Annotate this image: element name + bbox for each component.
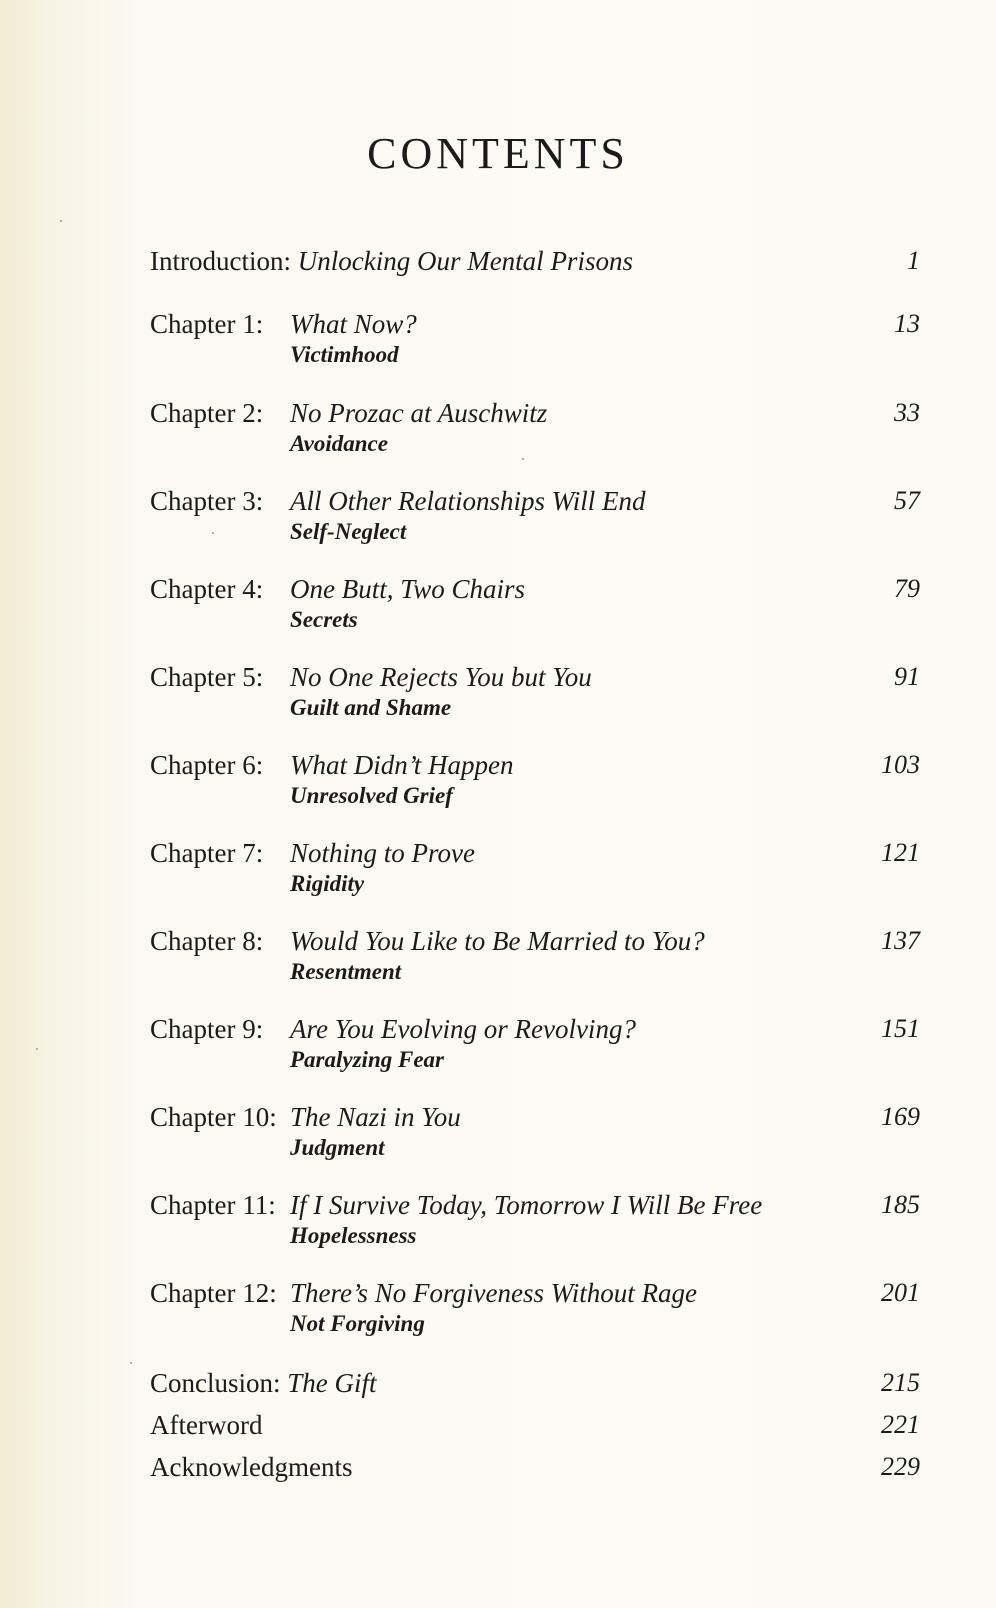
- chapter-theme: Judgment: [290, 1135, 385, 1160]
- chapter-theme: Resentment: [290, 959, 402, 984]
- chapter-theme: Not Forgiving: [290, 1311, 425, 1336]
- page-number: 169: [881, 1102, 920, 1131]
- page-number: 137: [881, 926, 920, 955]
- toc-entry-afterword[interactable]: [150, 1410, 920, 1446]
- chapter-theme: Rigidity: [290, 871, 365, 896]
- chapter-title: There’s No Forgiveness Without Rage: [290, 1278, 697, 1308]
- chapter-title: The Nazi in You: [290, 1102, 461, 1132]
- toc-entry-conclusion[interactable]: [150, 1368, 920, 1404]
- page-number: 229: [881, 1452, 920, 1481]
- chapter-title: If I Survive Today, Tomorrow I Will Be Free: [290, 1190, 763, 1220]
- chapter-label: Chapter 2:: [150, 398, 264, 428]
- paper-speck: [522, 458, 524, 460]
- toc-entry-chapter-5[interactable]: [150, 662, 920, 742]
- toc-entry-chapter-10[interactable]: [150, 1102, 920, 1182]
- chapter-label: Chapter 7:: [150, 838, 264, 868]
- chapter-label: Chapter 11:: [150, 1190, 276, 1220]
- chapter-title: Are You Evolving or Revolving?: [290, 1014, 636, 1044]
- chapter-title: Nothing to Prove: [290, 838, 475, 868]
- page-number: 1: [907, 246, 920, 275]
- chapter-title: No One Rejects You but You: [290, 662, 592, 692]
- page-number: 121: [881, 838, 920, 867]
- page-number: 33: [894, 398, 920, 427]
- introduction-title: Unlocking Our Mental Prisons: [297, 246, 633, 276]
- introduction-label: Introduction:: [150, 246, 291, 276]
- chapter-label: Chapter 6:: [150, 750, 264, 780]
- page-number: 103: [881, 750, 920, 779]
- chapter-label: Chapter 10:: [150, 1102, 277, 1132]
- toc-entry-chapter-11[interactable]: [150, 1190, 920, 1270]
- toc-label: [150, 246, 633, 277]
- paper-speck: [36, 1048, 38, 1050]
- chapter-label: Chapter 9:: [150, 1014, 264, 1044]
- chapter-theme: Victimhood: [290, 342, 399, 367]
- chapter-title: What Didn’t Happen: [290, 750, 514, 780]
- acknowledgments-label: Acknowledgments: [150, 1452, 353, 1482]
- page-title: CONTENTS: [367, 129, 629, 178]
- chapter-label: Chapter 5:: [150, 662, 264, 692]
- chapter-theme: Paralyzing Fear: [290, 1047, 444, 1072]
- page-number: 215: [881, 1368, 920, 1397]
- chapter-label: Chapter 1:: [150, 309, 264, 339]
- page-number: 79: [894, 574, 920, 603]
- page-number: 201: [881, 1278, 920, 1307]
- chapter-title: No Prozac at Auschwitz: [290, 398, 548, 428]
- chapter-theme: Self-Neglect: [290, 519, 407, 544]
- chapter-label: Chapter 8:: [150, 926, 264, 956]
- toc-entry-chapter-6[interactable]: [150, 750, 920, 830]
- toc-entry-chapter-1[interactable]: [150, 309, 920, 389]
- chapter-label: Chapter 3:: [150, 486, 264, 516]
- toc-entry-chapter-4[interactable]: [150, 574, 920, 654]
- toc-entry-chapter-8[interactable]: [150, 926, 920, 1006]
- chapter-title: Would You Like to Be Married to You?: [290, 926, 705, 956]
- paper-speck: [60, 220, 62, 222]
- chapter-title: All Other Relationships Will End: [290, 486, 646, 516]
- toc-entry-chapter-3[interactable]: [150, 486, 920, 566]
- toc-entry-chapter-7[interactable]: [150, 838, 920, 918]
- page-number: 91: [894, 662, 920, 691]
- chapter-theme: Hopelessness: [290, 1223, 417, 1248]
- chapter-label: Chapter 4:: [150, 574, 264, 604]
- chapter-theme: Guilt and Shame: [290, 695, 452, 720]
- page-number: 151: [881, 1014, 920, 1043]
- chapter-title: One Butt, Two Chairs: [290, 574, 526, 604]
- toc-label: [150, 1368, 377, 1399]
- conclusion-label: Conclusion:: [150, 1368, 281, 1398]
- toc-entry-chapter-9[interactable]: [150, 1014, 920, 1094]
- toc-entry-chapter-2[interactable]: [150, 398, 920, 478]
- paper-speck: [130, 1362, 132, 1364]
- chapter-theme: Avoidance: [290, 431, 388, 456]
- paper-speck: [212, 532, 214, 534]
- page-number: 185: [881, 1190, 920, 1219]
- chapter-theme: Secrets: [290, 607, 358, 632]
- chapter-theme: Unresolved Grief: [290, 783, 453, 808]
- page-number: 57: [894, 486, 920, 515]
- toc-entry-acknowledgments[interactable]: [150, 1452, 920, 1488]
- afterword-label: Afterword: [150, 1410, 263, 1440]
- toc-entry-chapter-12[interactable]: [150, 1278, 920, 1358]
- page-number: 13: [894, 309, 920, 338]
- page-number: 221: [881, 1410, 920, 1439]
- chapter-label: Chapter 12:: [150, 1278, 277, 1308]
- chapter-title: What Now?: [290, 309, 417, 339]
- conclusion-title: The Gift: [287, 1368, 377, 1398]
